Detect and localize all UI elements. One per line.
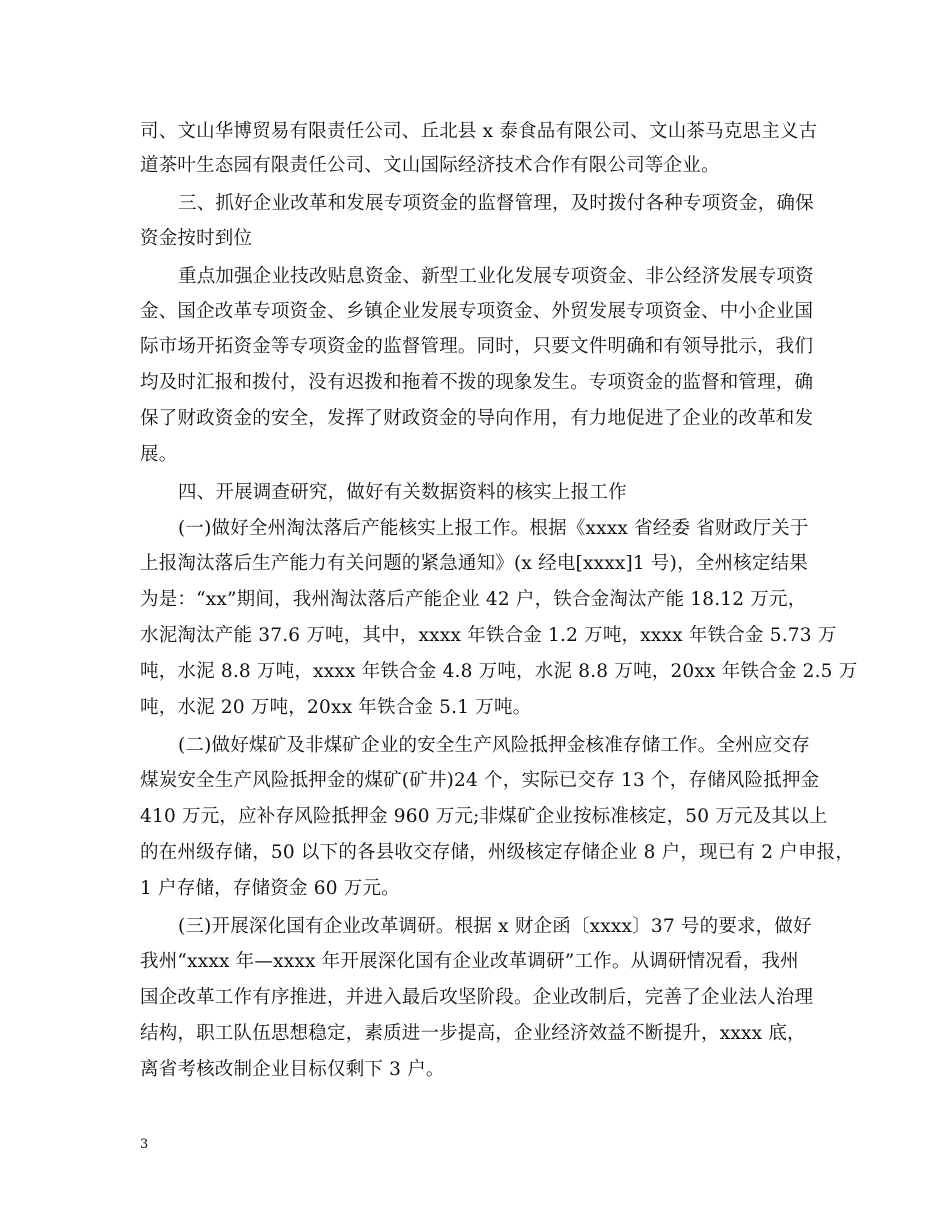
section-heading: 四、开展调查研究，做好有关数据资料的核实上报工作 (178, 482, 627, 503)
paragraph-line: 离省考核改制企业目标仅剩下 3 户。 (140, 1059, 445, 1080)
paragraph-line: 410 万元，应补存风险抵押金 960 万元;非煤矿企业按标准核定，50 万元及其以上 (140, 806, 828, 827)
text-line: 道茶叶生态园有限责任公司、文山国际经济技术合作有限公司等企业。 (140, 155, 720, 176)
paragraph-line: 为是：“xx”期间，我州淘汰落后产能企业 42 户，铁合金淘汰产能 18.12 万元， (140, 589, 807, 610)
paragraph-line: 国企改革工作有序推进，并进入最后攻坚阶段。企业改制后，完善了企业法人治理 (140, 987, 814, 1008)
paragraph-line: 展。 (140, 444, 178, 465)
paragraph-line: 1 户存储，存储资金 60 万元。 (140, 878, 400, 899)
section-heading: 资金按时到位 (140, 228, 253, 249)
paragraph-line: 金、国企改革专项资金、乡镇企业发展专项资金、外贸发展专项资金、中小企业国 (140, 301, 814, 322)
paragraph-line: 吨，水泥 20 万吨，20xx 年铁合金 5.1 万吨。 (140, 697, 532, 718)
section-heading: 三、抓好企业改革和发展专项资金的监督管理，及时拨付各种专项资金，确保 (178, 193, 814, 214)
paragraph-line: 煤炭安全生产风险抵押金的煤矿(矿井)24 个，实际已交存 13 个，存储风险抵押金 (140, 770, 820, 791)
paragraph-line: 的在州级存储，50 以下的各县收交存储，州级核定存储企业 8 户，现已有 2 户申报， (140, 842, 855, 863)
paragraph-line: (二)做好煤矿及非煤矿企业的安全生产风险抵押金核准存储工作。全州应交存 (178, 735, 810, 756)
paragraph-line: (三)开展深化国有企业改革调研。根据 x 财企函〔xxxx〕37 号的要求，做好 (178, 916, 812, 937)
paragraph-line: 均及时汇报和拨付，没有迟拨和拖着不拨的现象发生。专项资金的监督和管理，确 (140, 372, 814, 393)
paragraph-line: 结构，职工队伍思想稳定，素质进一步提高，企业经济效益不断提升，xxxx 底， (140, 1023, 806, 1044)
paragraph-line: 水泥淘汰产能 37.6 万吨，其中，xxxx 年铁合金 1.2 万吨，xxxx 年铁合金 5.73 万 (140, 625, 837, 646)
paragraph-line: 重点加强企业技改贴息资金、新型工业化发展专项资金、非公经济发展专项资 (178, 266, 814, 287)
page-number: 3 (140, 1137, 149, 1152)
text-line: 司、文山华博贸易有限责任公司、丘北县 x 泰食品有限公司、文山茶马克思主义古 (140, 121, 818, 142)
paragraph-line: 保了财政资金的安全，发挥了财政资金的导向作用，有力地促进了企业的改革和发 (140, 408, 814, 429)
paragraph-line: 上报淘汰落后生产能力有关问题的紧急通知》(x 经电[xxxx]1 号)，全州核定结果 (140, 553, 808, 574)
paragraph-line: (一)做好全州淘汰落后产能核实上报工作。根据《xxxx 省经委 省财政厅关于 (178, 518, 809, 539)
paragraph-line: 际市场开拓资金等专项资金的监督管理。同时，只要文件明确和有领导批示，我们 (140, 336, 814, 357)
paragraph-line: 吨，水泥 8.8 万吨，xxxx 年铁合金 4.8 万吨，水泥 8.8 万吨，20xx 年铁合金 2.5 万 (140, 661, 858, 682)
paragraph-line: 我州“xxxx 年—xxxx 年开展深化国有企业改革调研”工作。从调研情况看，我州 (140, 951, 799, 972)
